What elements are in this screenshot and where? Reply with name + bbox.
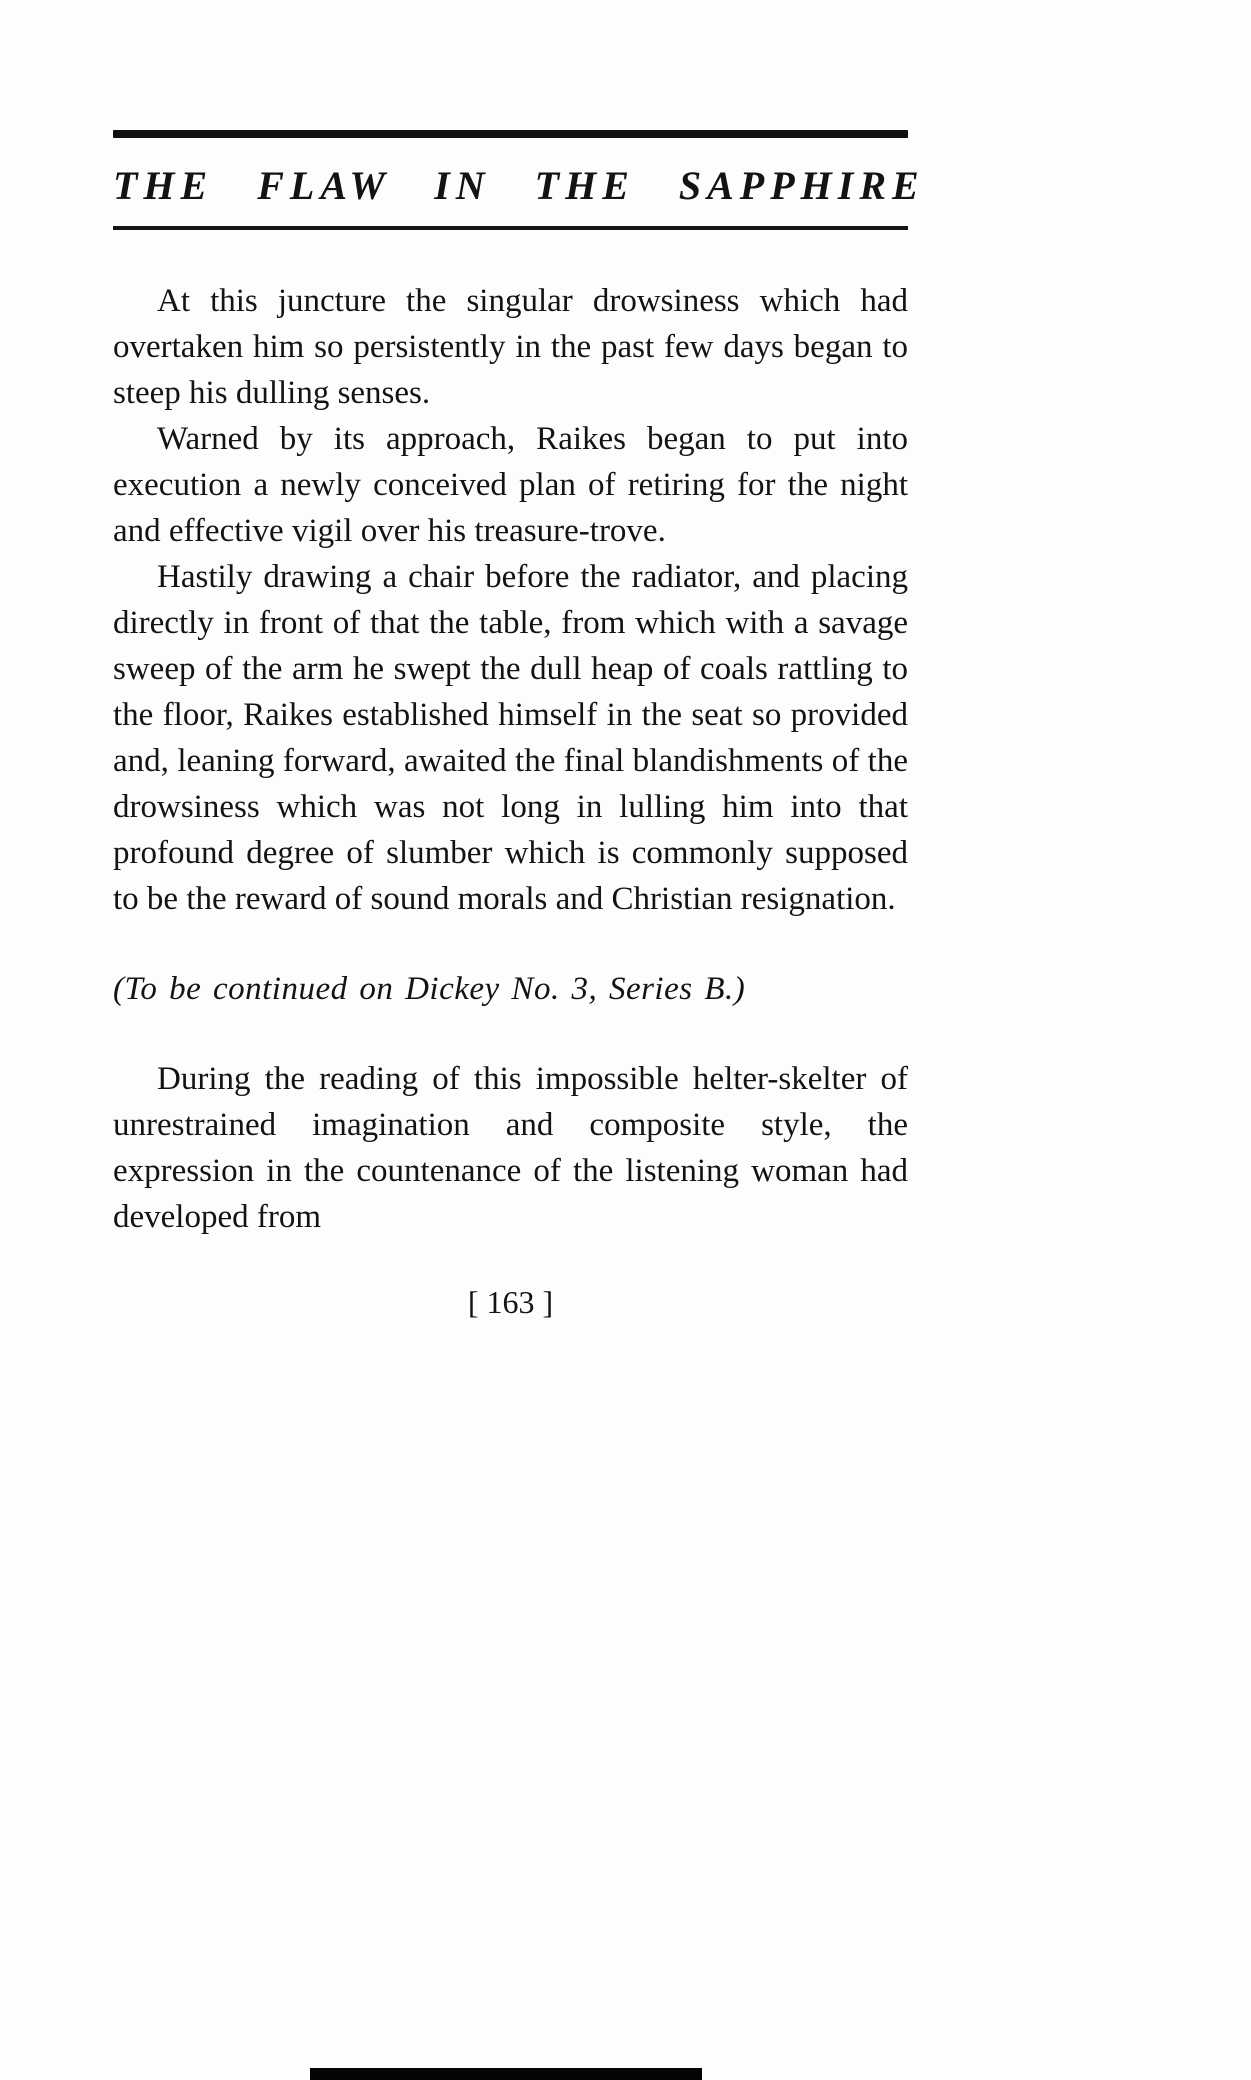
scan-artifact-bar: [310, 2068, 702, 2080]
scanned-book-page: [0, 130, 1251, 2080]
text-block: [113, 130, 925, 1321]
top-rule: [113, 130, 908, 138]
page-title: THE FLAW IN THE SAPPHIRE: [113, 163, 925, 208]
closing-paragraph: During the reading of this impossible helter-skelter of unrestrained imagination and composite style, the expression in the countenance of the listening woman had developed from: [113, 1061, 908, 1235]
title-underline-rule: [113, 226, 908, 230]
body-paragraph: Hastily drawing a chair before the radiator, and placing directly in front of that the table, from which with a savage sweep of the arm he swept the dull heap of coals rattling to the floor, Raikes established himself in the seat so provided and, leaning forward, awaited the final blandishments of the drowsiness which was not long in lulling him into that profound degree of slumber which is commonly supposed to be the reward of sound morals and Christian resignation.: [113, 559, 908, 917]
body-paragraph: At this juncture the singular drowsiness which had overtaken him so persistently in the past few days began to steep his dulling senses.: [113, 283, 908, 411]
continuation-note: (To be continued on Dickey No. 3, Series B.): [113, 971, 746, 1007]
page-number: [ 163 ]: [467, 1284, 554, 1320]
body-paragraph: Warned by its approach, Raikes began to put into execution a newly conceived plan of retiring for the night and effective vigil over his treasure-trove.: [113, 421, 908, 549]
